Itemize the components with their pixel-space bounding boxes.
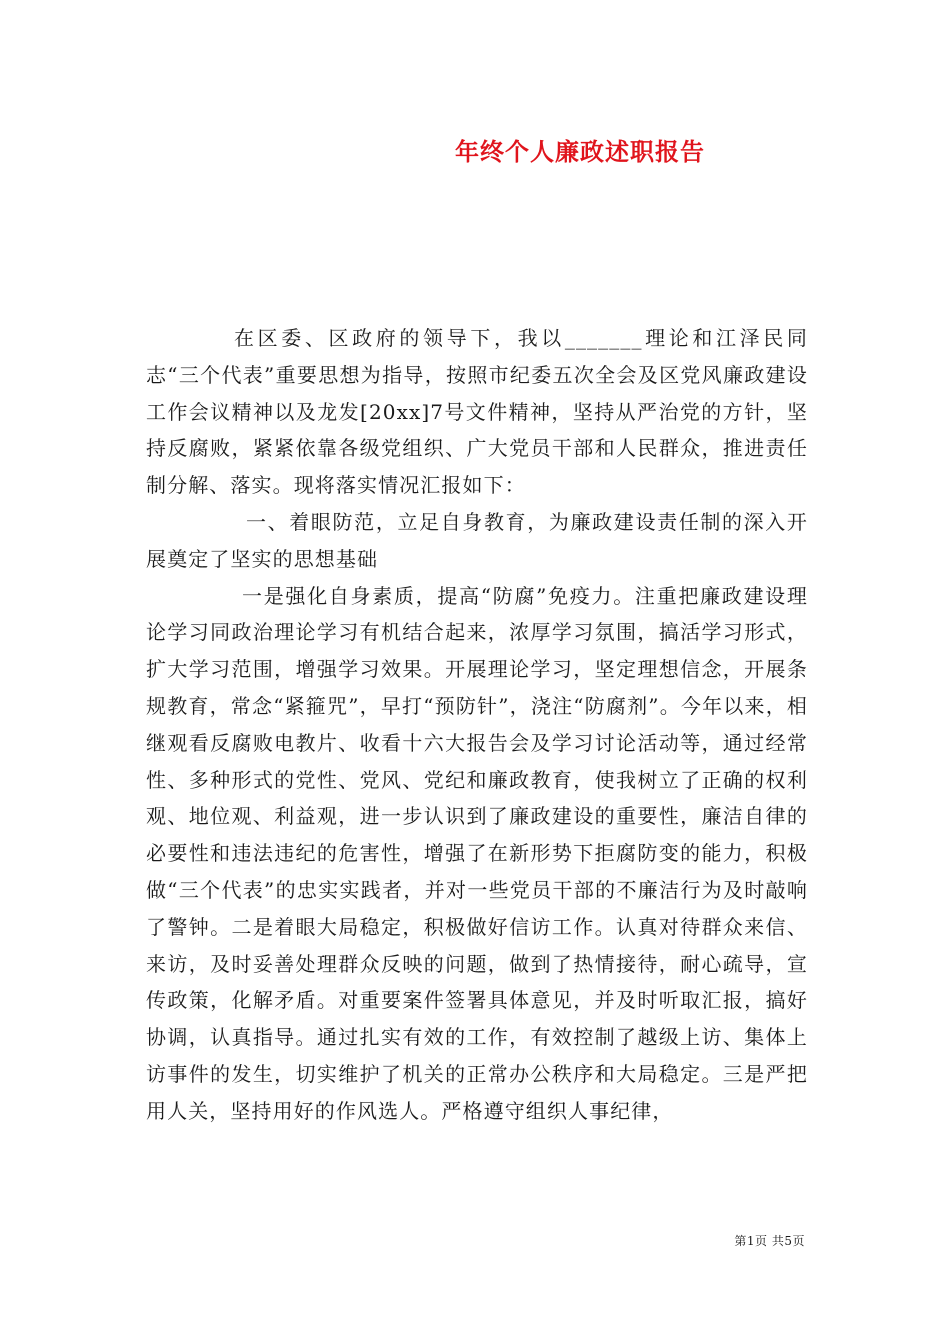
paragraph-section-heading: 一、着眼防范，立足自身教育，为廉政建设责任制的深入开展奠定了坚实的思想基础 bbox=[146, 509, 808, 571]
page-number-footer: 第1页 共5页 bbox=[734, 1234, 805, 1248]
document-body bbox=[146, 320, 808, 1130]
paragraph-intro: 在区委、区政府的领导下，我以_______理论和江泽民同志“三个代表”重要思想为指导，按照市纪委五次全会及区党风廉政建设工作会议精神以及龙发[20xx]7号文件精神，坚持从严治党的方针，坚持反腐败，紧紧依靠各级党组织、广大党员干部和人民群众，推进责任制分解、落实。现将落实情况汇报如下： bbox=[146, 326, 808, 498]
document-title: 年终个人廉政述职报告 bbox=[455, 137, 705, 166]
paragraph-section-body: 一是强化自身素质，提高“防腐”免疫力。注重把廉政建设理论学习同政治理论学习有机结合起来，浓厚学习氛围，搞活学习形式，扩大学习范围，增强学习效果。开展理论学习，坚定理想信念，开展条规教育，常念“紧箍咒”，早打“预防针”，浇注“防腐剂”。今年以来，相继观看反腐败电教片、收看十六大报告会及学习讨论活动等，通过经常性、多种形式的党性、党风、党纪和廉政教育，使我树立了正确的权利观、地位观、利益观，进一步认识到了廉政建设的重要性，廉洁自律的必要性和违法违纪的危害性，增强了在新形势下拒腐防变的能力，积极做“三个代表”的忠实实践者，并对一些党员干部的不廉洁行为及时敲响了警钟。二是着眼大局稳定，积极做好信访工作。认真对待群众来信、来访，及时妥善处理群众反映的问题，做到了热情接待，耐心疏导，宣传政策，化解矛盾。对重要案件签署具体意见，并及时听取汇报，搞好协调，认真指导。通过扎实有效的工作，有效控制了越级上访、集体上访事件的发生，切实维护了机关的正常办公秩序和大局稳定。三是严把用人关，坚持用好的作风选人。严格遵守组织人事纪律， bbox=[146, 583, 808, 1123]
